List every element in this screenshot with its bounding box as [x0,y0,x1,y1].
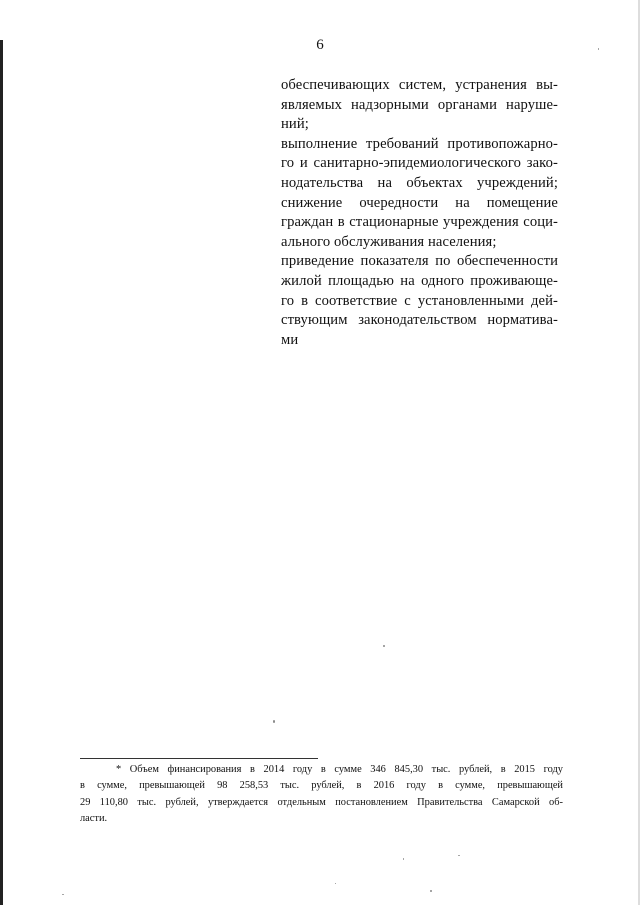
body-line: граждан в стационарные учреждения соци- [281,214,558,231]
body-line: го и санитарно-эпидемиологического зако- [281,155,558,172]
body-line: обеспечивающих систем, устранения вы- [281,77,558,93]
body-line: ми [281,331,299,348]
scan-speck [430,890,432,892]
body-line: приведение показателя по обеспеченности [281,253,558,270]
scan-speck [403,858,404,860]
body-line: го в соответствие с установленными дей- [281,292,558,309]
body-line: ствующим законодательством норматива- [281,312,558,329]
scan-speck [458,855,460,856]
body-line: снижение очередности на помещение [281,194,558,211]
footnote [80,762,563,827]
footnote-line: ласти. [80,812,108,824]
scan-speck [273,720,275,723]
scan-speck [383,645,385,647]
scan-speck [335,883,336,884]
scan-speck [598,48,599,50]
scan-left-edge [0,40,3,905]
page-number: 6 [316,37,324,53]
scan-speck [62,894,64,895]
body-line: ний; [281,116,309,133]
body-line: ального обслуживания населения; [281,233,497,250]
body-line: нодательства на объектах учреждений; [281,174,558,191]
body-line: выполнение требований противопожарно- [281,135,558,152]
body-text-column [281,76,558,350]
footnote-line: * Объем финансирования в 2014 году в сумме 346 845,30 тыс. рублей, в 2015 году [116,764,563,775]
body-line: являемых надзорными органами наруше- [281,96,558,113]
body-line: жилой площадью на одного проживающе- [281,272,558,289]
footnote-separator [80,758,318,759]
footnote-line: 29 110,80 тыс. рублей, утверждается отдельным постановлением Правительства Самарской об- [80,796,563,808]
footnote-line: в сумме, превышающей 98 258,53 тыс. рублей, в 2016 году в сумме, превышающей [80,780,563,792]
